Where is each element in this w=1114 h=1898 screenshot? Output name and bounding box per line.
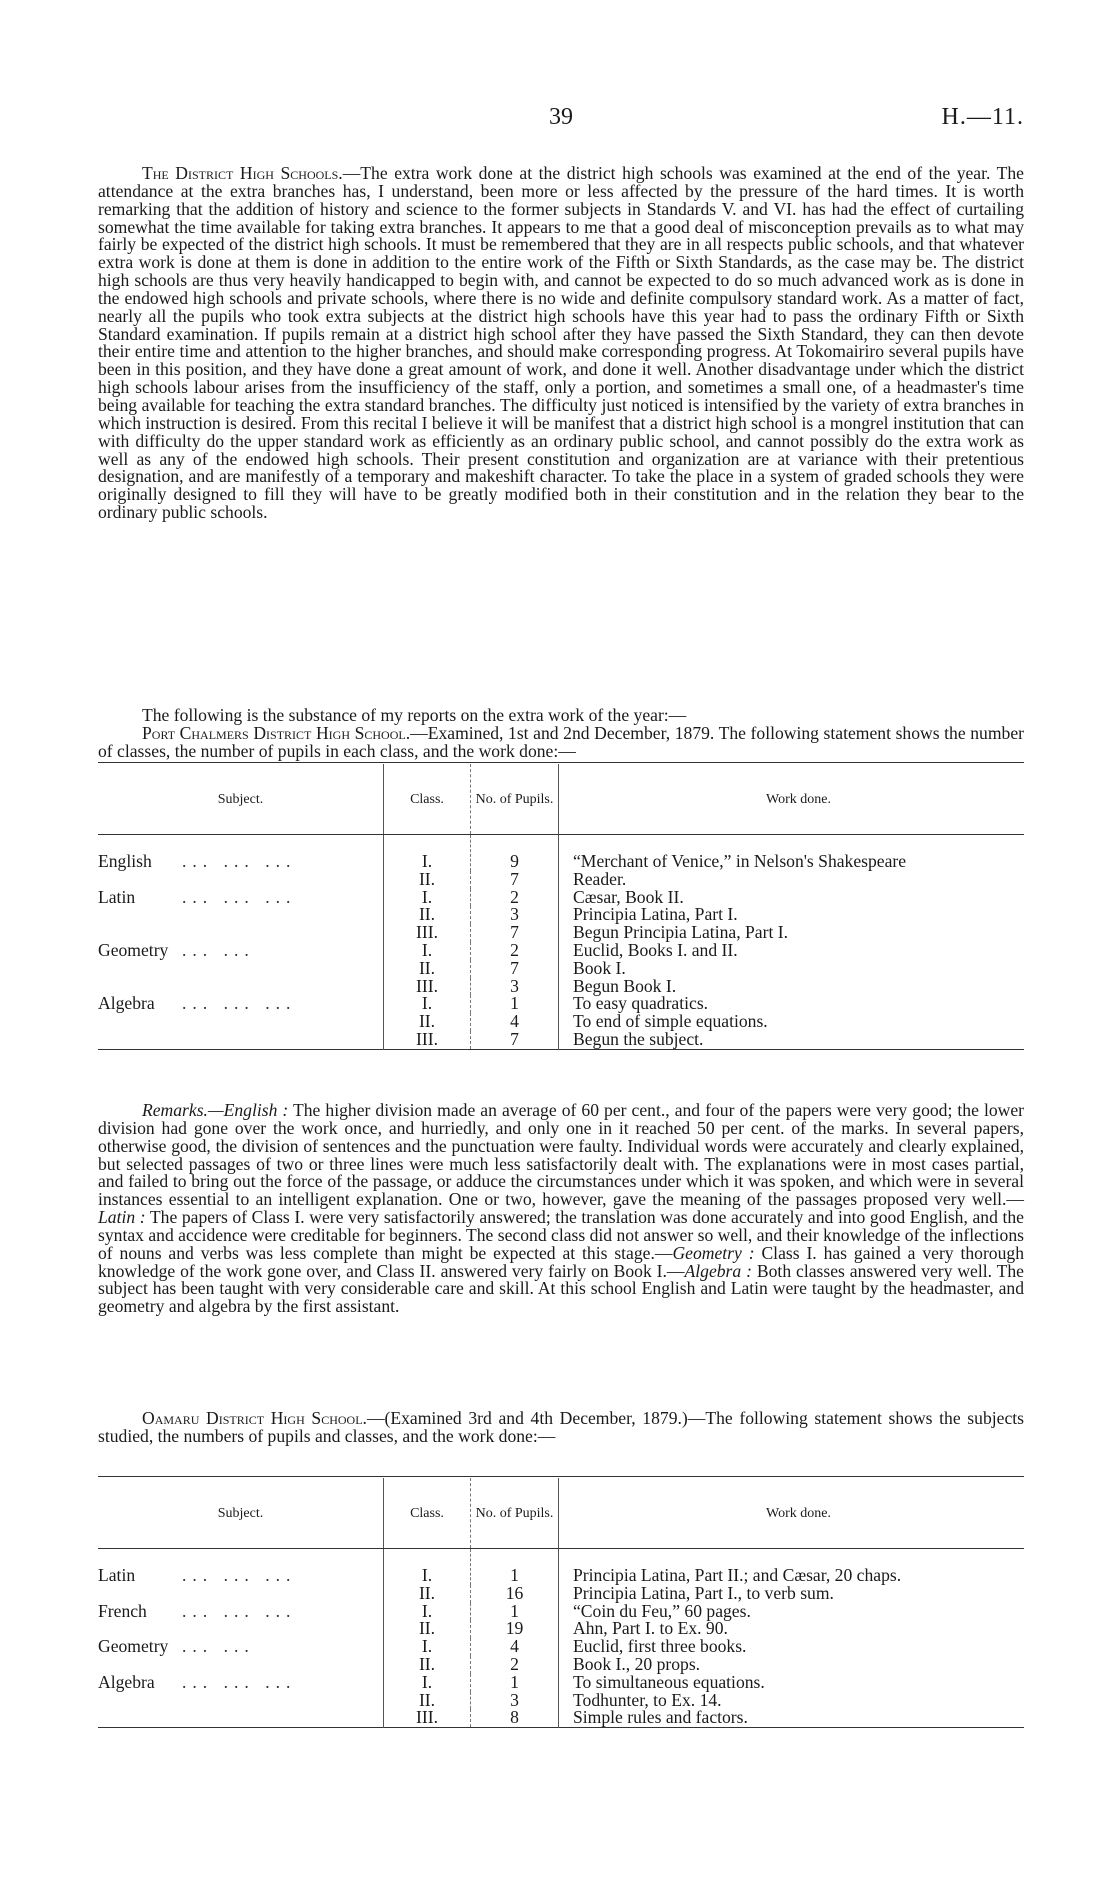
port-chalmers-heading: Port Chalmers District High School. [142, 723, 411, 743]
remarks-geometry: Class I. has gained a very thorough knowledge of the work gone over, and Class II. answered very fairly on Book I.— [98, 1242, 1024, 1281]
intro-text: —The extra work done at the district high schools was examined at the end of the year. The attendance at the extra branches has, I understand, been more or less affected by the pressure of the hard times. It is worth remarking that the addition of history and science to the former subjects in Standards V. and VI. has had the effect of curtailing somewhat the time available for taking extra branches. It appears to me that a good deal of misconception prevails as to what may fairly be expected of the district high schools. It must be remembered that they are in all respects public schools, and that whatever extra work is done at them is done in addition to the entire work of the Fifth or Sixth Standards, as the case may be. The district high schools are thus very heavily handicapped to begin with, and cannot be expected to do so much advanced work as is done in the endowed high schools and private schools, where there is no wide and definite compulsory standard work. As a matter of fact, nearly all the pupils who took extra subjects at the district high schools have this year had to pass the ordinary Fifth or Sixth Standard examination. If pupils remain at a district high school after they have passed the Sixth Standard, they can then devote their entire time and attention to the higher branches, and should make corresponding progress. At Tokomairiro several pupils have been in this position, and they have done a great amount of work, and done it well. Another disadvantage under which the district high schools labour arises from the insufficiency of the staff, only a portion, and sometimes a small one, of a headmaster's time being available for teaching the extra standard branches. The difficulty just noticed is intensified by the variety of extra branches in which instruction is desired. From this recital I believe it will be manifest that a district high school is a mongrel institution that can with difficulty do the upper standard work as efficiently as an ordinary public school, and cannot possibly do the extra work as well as any of the endowed high schools. Their present constitution and organization are at variance with their pretentious designation, and are manifestly of a temporary and makeshift character. To take the place in a system of graded schools they were originally designed to fill they will have to be greatly modified both in their constitution and in the relation they bear to the ordinary public schools. [98, 163, 1024, 523]
leader-dots [178, 869, 182, 889]
cell-class: II. [384, 871, 471, 889]
cell-pupils: 7 [471, 924, 559, 942]
cell-pupils: 1 [471, 1549, 559, 1585]
table-row [98, 1692, 1024, 1710]
cell-work: To simultaneous equations. [559, 1674, 1025, 1692]
cell-work: Principia Latina, Part I., to verb sum. [559, 1585, 1025, 1603]
cell-class: III. [384, 924, 471, 942]
cell-pupils: 8 [471, 1709, 559, 1727]
leader-dots [178, 958, 182, 978]
cell-pupils: 2 [471, 1656, 559, 1674]
cell-work: To easy quadratics. [559, 995, 1025, 1013]
leader-dots [178, 1707, 182, 1727]
page-header [98, 104, 1024, 138]
remarks-geometry-label: Geometry : [672, 1242, 755, 1263]
header-class: Class. [384, 1478, 471, 1549]
table-row [98, 960, 1024, 978]
cell-work: Begun Book I. [559, 978, 1025, 996]
oamaru-table [98, 1476, 1024, 1729]
subject-name: Latin [98, 886, 136, 907]
cell-class: III. [384, 1709, 471, 1727]
intro-paragraph [98, 165, 1024, 522]
subject-name: English [98, 851, 152, 871]
header-pupils: No. of Pupils. [471, 764, 559, 835]
leader-dots [178, 1583, 182, 1603]
table-row [98, 1674, 1024, 1692]
table-row [98, 1585, 1024, 1603]
cell-subject [98, 960, 384, 978]
page-number: 39 [549, 104, 573, 130]
cell-subject [98, 1671, 384, 1692]
header-subject: Subject. [98, 1478, 384, 1549]
cell-subject [98, 886, 384, 907]
cell-pupils: 3 [471, 1692, 559, 1710]
cell-subject [98, 1013, 384, 1031]
cell-pupils: 2 [471, 889, 559, 907]
table-row [98, 1013, 1024, 1031]
remarks-paragraph [98, 1102, 1024, 1316]
header-work: Work done. [559, 1478, 1025, 1549]
cell-class: II. [384, 1692, 471, 1710]
cell-subject [98, 906, 384, 924]
cell-work: Book I. [559, 960, 1025, 978]
header-pupils: No. of Pupils. [471, 1478, 559, 1549]
cell-class: I. [384, 1549, 471, 1585]
cell-work: Euclid, first three books. [559, 1638, 1025, 1656]
cell-class: I. [384, 1603, 471, 1621]
subject-name: French [98, 1600, 147, 1621]
cell-class: II. [384, 1656, 471, 1674]
cell-class: I. [384, 1674, 471, 1692]
cell-work: Begun Principia Latina, Part I. [559, 924, 1025, 942]
subject-name: Latin [98, 1565, 136, 1585]
cell-pupils: 3 [471, 906, 559, 924]
leader-dots: ... ... [182, 939, 255, 960]
cell-pupils: 3 [471, 978, 559, 996]
port-chalmers-table [98, 762, 1024, 1051]
table-row [98, 995, 1024, 1013]
cell-work: “Merchant of Venice,” in Nelson's Shakespeare [559, 835, 1025, 871]
cell-pupils: 1 [471, 995, 559, 1013]
leader-dots: ... ... [182, 1636, 255, 1657]
cell-work: Euclid, Books I. and II. [559, 942, 1025, 960]
cell-work: Simple rules and factors. [559, 1709, 1025, 1727]
cell-work: Begun the subject. [559, 1031, 1025, 1049]
document-reference: H.—11. [941, 104, 1024, 130]
cell-subject [98, 1031, 384, 1049]
cell-class: I. [384, 995, 471, 1013]
cell-pupils: 1 [471, 1603, 559, 1621]
cell-class: II. [384, 1013, 471, 1031]
header-subject: Subject. [98, 764, 384, 835]
cell-pupils: 7 [471, 1031, 559, 1049]
leader-dots [178, 1654, 182, 1674]
remarks-english: The higher division made an average of 60 per cent., and four of the papers were very good; the lower division had gone over the work once, and hurriedly, and only one in it reached 50 per cent. of the marks. In several papers, otherwise good, the division of sentences and the punctuation were faulty. Individual words were accurately and clearly explained, but selected passages of two or three lines were much less satisfactorily dealt with. The explanations were in most cases partial, and failed to bring out the force of the passage, or adduce the circumstances under which it was spoken, and which were in several instances essential to an intelligent explanation. One or two, however, gave the meaning of the passages proposed very well.— [98, 1100, 1024, 1210]
remarks-latin-label: Latin : [98, 1207, 146, 1228]
cell-subject [98, 1692, 384, 1710]
oamaru-text: —(Examined 3rd and 4th December, 1879.)—The following statement shows the subjects studied, the numbers of pupils and classes, and the work done:— [98, 1408, 1024, 1446]
cell-work: Todhunter, to Ex. 14. [559, 1692, 1025, 1710]
cell-subject [98, 1549, 384, 1585]
cell-subject [98, 835, 384, 871]
leader-dots: ... ... ... [182, 993, 297, 1014]
following-line: The following is the substance of my reports on the extra work of the year:— [142, 705, 687, 725]
cell-class: II. [384, 906, 471, 924]
cell-class: I. [384, 1638, 471, 1656]
cell-subject [98, 1600, 384, 1621]
cell-class: I. [384, 889, 471, 907]
cell-work: Reader. [559, 871, 1025, 889]
port-chalmers-text: —Examined, 1st and 2nd December, 1879. The following statement shows the number of classes, the number of pupils in each class, and the work done:— [98, 723, 1024, 761]
cell-class: I. [384, 835, 471, 871]
cell-class: I. [384, 942, 471, 960]
cell-subject [98, 1585, 384, 1603]
table-row [98, 1031, 1024, 1049]
cell-subject [98, 1638, 384, 1656]
cell-class: II. [384, 1585, 471, 1603]
remarks-algebra-label: Algebra : [684, 1260, 752, 1281]
cell-pupils: 4 [471, 1013, 559, 1031]
leader-dots: ... ... ... [182, 1600, 297, 1621]
cell-pupils: 9 [471, 835, 559, 871]
cell-work: Ahn, Part I. to Ex. 90. [559, 1620, 1025, 1638]
table-row [98, 889, 1024, 907]
cell-pupils: 7 [471, 871, 559, 889]
cell-work: Book I., 20 props. [559, 1656, 1025, 1674]
cell-class: III. [384, 978, 471, 996]
header-class: Class. [384, 764, 471, 835]
cell-pupils: 2 [471, 942, 559, 960]
remarks-algebra: Both classes answered very well. The subject has been taught with very considerable care and skill. At this school English and Latin were taught by the headmaster, and geometry and algebra by the first assistant. [98, 1260, 1024, 1317]
cell-subject [98, 939, 384, 960]
table-row [98, 942, 1024, 960]
port-chalmers-paragraph [98, 725, 1024, 761]
intro-heading: The District High Schools. [142, 163, 343, 183]
table-row [98, 1709, 1024, 1727]
subject-name: Geometry [98, 1636, 169, 1657]
subject-name: Algebra [98, 1671, 155, 1692]
cell-pupils: 19 [471, 1620, 559, 1638]
cell-subject [98, 995, 384, 1013]
leader-dots: ... ... ... [182, 1565, 297, 1585]
cell-pupils: 16 [471, 1585, 559, 1603]
remarks-latin: The papers of Class I. were very satisfactorily answered; the translation was done accurately and into good English, and the syntax and accidence were creditable for beginners. The second class did not answer so well, and their knowledge of the inflections of nouns and verbs was less complete than might be expected at this stage.— [98, 1207, 1024, 1263]
cell-class: II. [384, 960, 471, 978]
leader-dots: ... ... ... [182, 851, 297, 871]
cell-class: III. [384, 1031, 471, 1049]
oamaru-paragraph [98, 1410, 1024, 1446]
table-row [98, 835, 1024, 871]
oamaru-heading: Oamaru District High School. [142, 1408, 367, 1428]
cell-subject [98, 1709, 384, 1727]
table-row [98, 1638, 1024, 1656]
cell-work: Principia Latina, Part I. [559, 906, 1025, 924]
table-row [98, 1603, 1024, 1621]
table-row [98, 1549, 1024, 1585]
leader-dots: ... ... ... [182, 1671, 297, 1692]
cell-work: To end of simple equations. [559, 1013, 1025, 1031]
cell-work: “Coin du Feu,” 60 pages. [559, 1603, 1025, 1621]
leader-dots [178, 1029, 182, 1049]
header-work: Work done. [559, 764, 1025, 835]
cell-pupils: 1 [471, 1674, 559, 1692]
cell-work: Cæsar, Book II. [559, 889, 1025, 907]
subject-name: Algebra [98, 993, 155, 1014]
cell-class: II. [384, 1620, 471, 1638]
table-row [98, 906, 1024, 924]
subject-name: Geometry [98, 939, 169, 960]
cell-subject [98, 871, 384, 889]
cell-pupils: 7 [471, 960, 559, 978]
cell-pupils: 4 [471, 1638, 559, 1656]
table-row [98, 871, 1024, 889]
remarks-label: Remarks.—English : [142, 1100, 289, 1120]
cell-work: Principia Latina, Part II.; and Cæsar, 20 chaps. [559, 1549, 1025, 1585]
leader-dots: ... ... ... [182, 886, 297, 907]
